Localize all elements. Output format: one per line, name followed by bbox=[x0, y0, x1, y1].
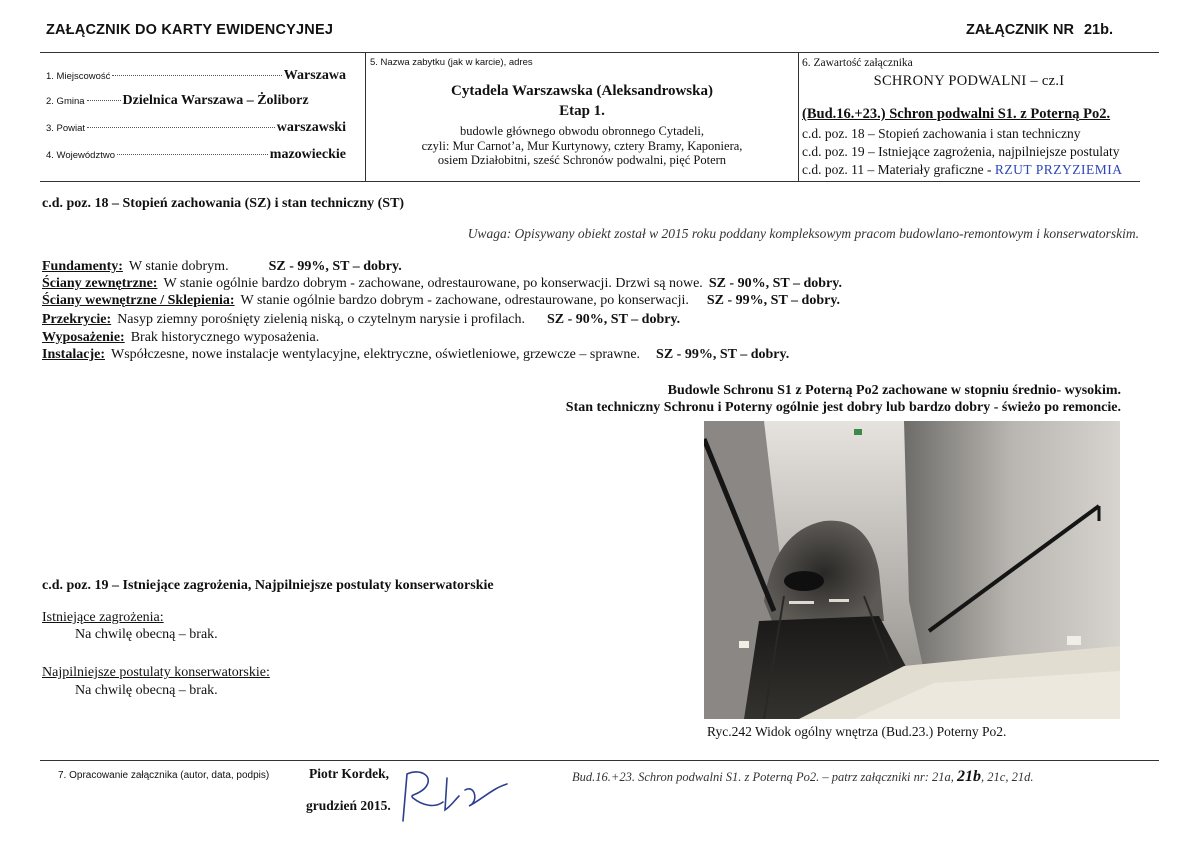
contents-line-text: c.d. poz. 11 – Materiały graficzne - bbox=[802, 162, 992, 177]
monument-title: Cytadela Warszawska (Aleksandrowska) bbox=[451, 83, 713, 99]
attachment-number-label: ZAŁĄCZNIK NR bbox=[966, 22, 1074, 38]
contents-line bbox=[802, 162, 1123, 178]
related-attachments-reference bbox=[572, 768, 1033, 786]
condition-key: Ściany wewnętrzne / Sklepienia: bbox=[42, 293, 235, 308]
location-row bbox=[46, 93, 346, 109]
condition-row bbox=[42, 293, 840, 309]
attachment-header-title: ZAŁĄCZNIK DO KARTY EWIDENCYJNEJ bbox=[46, 22, 334, 38]
location-label: 1. Miejscowość bbox=[46, 71, 111, 82]
condition-row bbox=[42, 330, 319, 346]
contents-line: c.d. poz. 18 – Stopień zachowania i stan techniczny bbox=[802, 126, 1081, 141]
location-value: warszawski bbox=[276, 120, 346, 135]
condition-key: Fundamenty: bbox=[42, 259, 123, 274]
location-row bbox=[46, 147, 346, 163]
condition-text: W stanie ogólnie bardzo dobrym - zachowane, odrestaurowane, po konserwacji. Drzwi są nowe. bbox=[163, 276, 703, 291]
condition-text: Brak historycznego wyposażenia. bbox=[130, 330, 320, 345]
monument-column bbox=[365, 53, 799, 181]
condition-rating: SZ - 99%, ST – dobry. bbox=[268, 259, 402, 274]
condition-text: Współczesne, nowe instalacje wentylacyjne, elektryczne, oświetleniowe, grzewcze – sprawne. bbox=[111, 347, 641, 362]
condition-row bbox=[42, 347, 789, 363]
condition-text: W stanie ogólnie bardzo dobrym - zachowane, odrestaurowane, po konserwacji. bbox=[240, 293, 689, 308]
condition-key: Instalacje: bbox=[42, 347, 105, 362]
postulates-value: Na chwilę obecną – brak. bbox=[75, 683, 218, 698]
contents-line: c.d. poz. 19 – Istniejące zagrożenia, najpilniejsze postulaty bbox=[802, 144, 1120, 159]
condition-text: W stanie dobrym. bbox=[128, 259, 229, 274]
section-18-title: c.d. poz. 18 – Stopień zachowania (SZ) i stan techniczny (ST) bbox=[42, 196, 405, 211]
location-value: Warszawa bbox=[283, 68, 346, 83]
condition-row bbox=[42, 312, 680, 328]
handwritten-signature bbox=[395, 766, 515, 828]
condition-text: Nasyp ziemny porośnięty zielenią niską, o czytelnym narysie i profilach. bbox=[117, 312, 526, 327]
summary-technical: Stan techniczny Schronu i Poterny ogólnie jest dobry lub bardzo dobry - świeżo po remoncie. bbox=[565, 400, 1121, 415]
condition-rating: SZ - 90%, ST – dobry. bbox=[708, 276, 842, 291]
bottom-divider bbox=[40, 760, 1159, 761]
reference-current: 21b bbox=[957, 768, 982, 785]
contents-column bbox=[798, 53, 1140, 181]
monument-desc-line: czyli: Mur Carnot’a, Mur Kurtynowy, cztery Bramy, Kaponiera, bbox=[421, 138, 743, 153]
location-row bbox=[46, 68, 346, 84]
author-label: 7. Opracowanie załącznika (autor, data, podpis) bbox=[58, 770, 270, 781]
contents-heading: SCHRONY PODWALNI – cz.I bbox=[873, 73, 1065, 89]
reference-suffix: , 21c, 21d. bbox=[981, 770, 1034, 784]
condition-rating: SZ - 99%, ST – dobry. bbox=[656, 347, 790, 362]
location-column bbox=[40, 53, 365, 181]
location-label: 3. Powiat bbox=[46, 123, 86, 134]
location-value: Dzielnica Warszawa – Żoliborz bbox=[122, 93, 309, 108]
condition-key: Przekrycie: bbox=[42, 312, 112, 327]
condition-rating: SZ - 99%, ST – dobry. bbox=[706, 293, 841, 308]
section-19-title: c.d. poz. 19 – Istniejące zagrożenia, Najpilniejsze postulaty konserwatorskie bbox=[42, 578, 494, 593]
location-value: mazowieckie bbox=[269, 147, 346, 162]
monument-desc-line: osiem Działobitni, sześć Schronów podwalni, pięć Potern bbox=[437, 153, 727, 167]
postern-interior-photo bbox=[704, 421, 1120, 719]
ground-floor-plan-link[interactable]: RZUT PRZYZIEMIA bbox=[994, 162, 1123, 177]
threats-label: Istniejące zagrożenia: bbox=[42, 610, 164, 625]
monument-stage: Etap 1. bbox=[559, 103, 605, 119]
condition-row bbox=[42, 259, 402, 275]
monument-description bbox=[366, 124, 798, 168]
contents-building: (Bud.16.+23.) Schron podwalni S1. z Poterną Po2. bbox=[802, 106, 1111, 122]
attachment-number-value: 21b. bbox=[1083, 22, 1113, 38]
renovation-note: Uwaga: Opisywany obiekt został w 2015 roku poddany kompleksowym pracom budowlano-remontowym i konserwatorskim. bbox=[467, 226, 1139, 241]
location-label: 4. Województwo bbox=[46, 150, 115, 161]
contents-label: 6. Zawartość załącznika bbox=[802, 57, 913, 69]
author-name: Piotr Kordek, bbox=[309, 766, 389, 781]
location-label: 2. Gmina bbox=[46, 96, 85, 107]
condition-key: Wyposażenie: bbox=[42, 330, 125, 345]
condition-row bbox=[42, 276, 842, 292]
author-date: grudzień 2015. bbox=[306, 798, 391, 813]
attachment-number bbox=[966, 22, 1113, 38]
monument-label: 5. Nazwa zabytku (jak w karcie), adres bbox=[370, 57, 533, 68]
reference-text: Bud.16.+23. Schron podwalni S1. z Poterną Po2. – patrz załączniki nr: 21a, bbox=[572, 770, 954, 784]
condition-key: Ściany zewnętrzne: bbox=[42, 276, 158, 291]
summary-preservation: Budowle Schronu S1 z Poterną Po2 zachowane w stopniu średnio- wysokim. bbox=[667, 383, 1121, 398]
postulates-label: Najpilniejsze postulaty konserwatorskie: bbox=[42, 665, 270, 680]
figure-caption: Ryc.242 Widok ogólny wnętrza (Bud.23.) Poterny Po2. bbox=[707, 724, 1007, 739]
threats-value: Na chwilę obecną – brak. bbox=[75, 627, 218, 642]
monument-desc-line: budowle głównego obwodu obronnego Cytadeli, bbox=[459, 124, 705, 138]
condition-rating: SZ - 90%, ST – dobry. bbox=[547, 312, 681, 327]
location-row bbox=[46, 120, 346, 136]
info-table bbox=[40, 53, 1140, 182]
